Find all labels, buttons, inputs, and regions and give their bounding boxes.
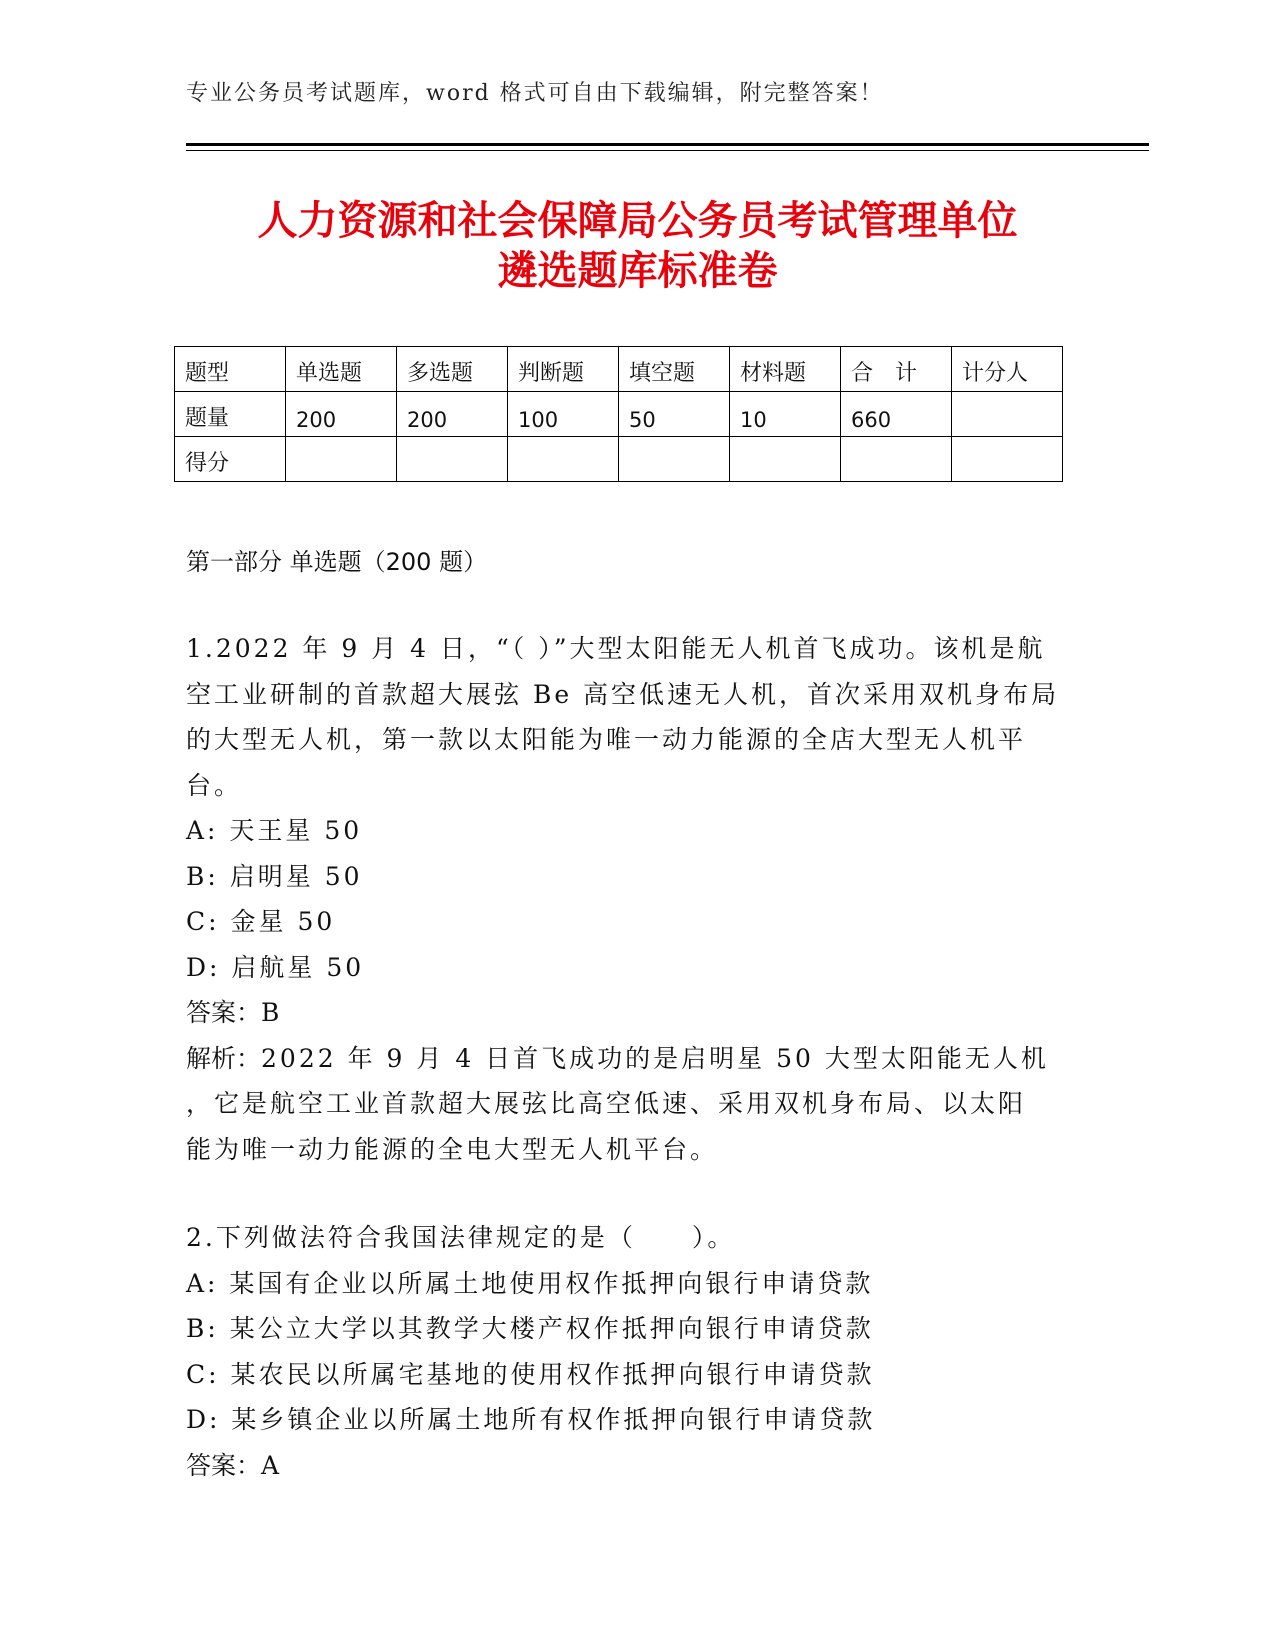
count-cell: 10 xyxy=(730,392,841,437)
header-cell: 题型 xyxy=(175,347,286,392)
score-cell xyxy=(286,437,397,482)
score-cell xyxy=(508,437,619,482)
title-line-2: 遴选题库标准卷 xyxy=(497,248,778,294)
score-table-score-row xyxy=(175,437,1063,482)
header-note: 专业公务员考试题库，word 格式可自由下载编辑，附完整答案！ xyxy=(186,81,884,106)
score-cell xyxy=(952,437,1063,482)
option-a: A: 天王星 50 xyxy=(186,816,363,845)
option-b: B: 启明星 50 xyxy=(186,861,363,891)
question-stem-line: 空工业研制的首款超大展弦 Be 高空低速无人机，首次采用双机身布局 xyxy=(186,679,1060,709)
score-cell xyxy=(730,437,841,482)
count-cell: 200 xyxy=(397,392,508,437)
analysis-line: 能为唯一动力能源的全电大型无人机平台。 xyxy=(186,1134,719,1164)
title-line-1: 人力资源和社会保障局公务员考试管理单位 xyxy=(257,198,1018,244)
header-cell: 单选题 xyxy=(286,347,397,392)
section-title: 第一部分 单选题（200 题） xyxy=(186,548,488,576)
analysis-line: ，它是航空工业首款超大展弦比高空低速、采用双机身布局、以太阳 xyxy=(186,1089,1027,1118)
header-cell: 填空题 xyxy=(619,347,730,392)
header-rule-thin xyxy=(186,150,1149,151)
score-table-count-row xyxy=(175,392,1063,437)
answer-value: A xyxy=(261,1450,283,1480)
question-stem-line: 1.2022 年 9 月 4 日，“（ ）”大型太阳能无人机首飞成功。该机是航 xyxy=(186,634,1046,663)
score-cell xyxy=(619,437,730,482)
option-d: D: 某乡镇企业以所属土地所有权作抵押向银行申请贷款 xyxy=(186,1405,876,1434)
answer-label: 答案： xyxy=(186,1450,262,1480)
score-cell xyxy=(397,437,508,482)
answer-value: B xyxy=(261,998,283,1027)
analysis-line xyxy=(186,1036,1076,1082)
count-cell xyxy=(952,392,1063,437)
header-cell: 计分人 xyxy=(952,347,1063,392)
answer-line xyxy=(186,990,1076,1036)
option-a: A: 某国有企业以所属土地使用权作抵押向银行申请贷款 xyxy=(186,1268,874,1298)
option-c: C: 某农民以所属宅基地的使用权作抵押向银行申请贷款 xyxy=(186,1359,875,1389)
count-cell: 200 xyxy=(286,392,397,437)
option-c: C: 金星 50 xyxy=(186,907,336,936)
question-stem-line: 台。 xyxy=(186,770,243,800)
header-cell: 判断题 xyxy=(508,347,619,392)
header-cell: 多选题 xyxy=(397,347,508,392)
row-label-cell: 题量 xyxy=(175,392,286,437)
row-label-cell: 得分 xyxy=(175,437,286,482)
score-table-header-row xyxy=(175,347,1063,392)
answer-label: 答案： xyxy=(186,998,262,1027)
header-cell: 合 计 xyxy=(841,347,952,392)
question-2 xyxy=(186,1215,1076,1488)
analysis-label: 解析： xyxy=(186,1043,262,1073)
count-cell: 660 xyxy=(841,392,952,437)
header-cell: 材料题 xyxy=(730,347,841,392)
question-stem-line: 的大型无人机，第一款以太阳能为唯一动力能源的全店大型无人机平 xyxy=(186,725,1027,754)
analysis-text: 2022 年 9 月 4 日首飞成功的是启明星 50 大型太阳能无人机 xyxy=(261,1043,1049,1073)
option-b: B: 某公立大学以其教学大楼产权作抵押向银行申请贷款 xyxy=(186,1314,874,1343)
question-stem-line: 2.下列做法符合我国法律规定的是（ ）。 xyxy=(186,1223,736,1252)
header-rule-thick xyxy=(186,143,1149,146)
question-1 xyxy=(186,626,1076,1172)
answer-line xyxy=(186,1443,1076,1489)
option-d: D: 启航星 50 xyxy=(186,952,365,982)
score-table xyxy=(174,346,1063,482)
count-cell: 50 xyxy=(619,392,730,437)
count-cell: 100 xyxy=(508,392,619,437)
score-cell xyxy=(841,437,952,482)
document-title xyxy=(186,196,1089,296)
